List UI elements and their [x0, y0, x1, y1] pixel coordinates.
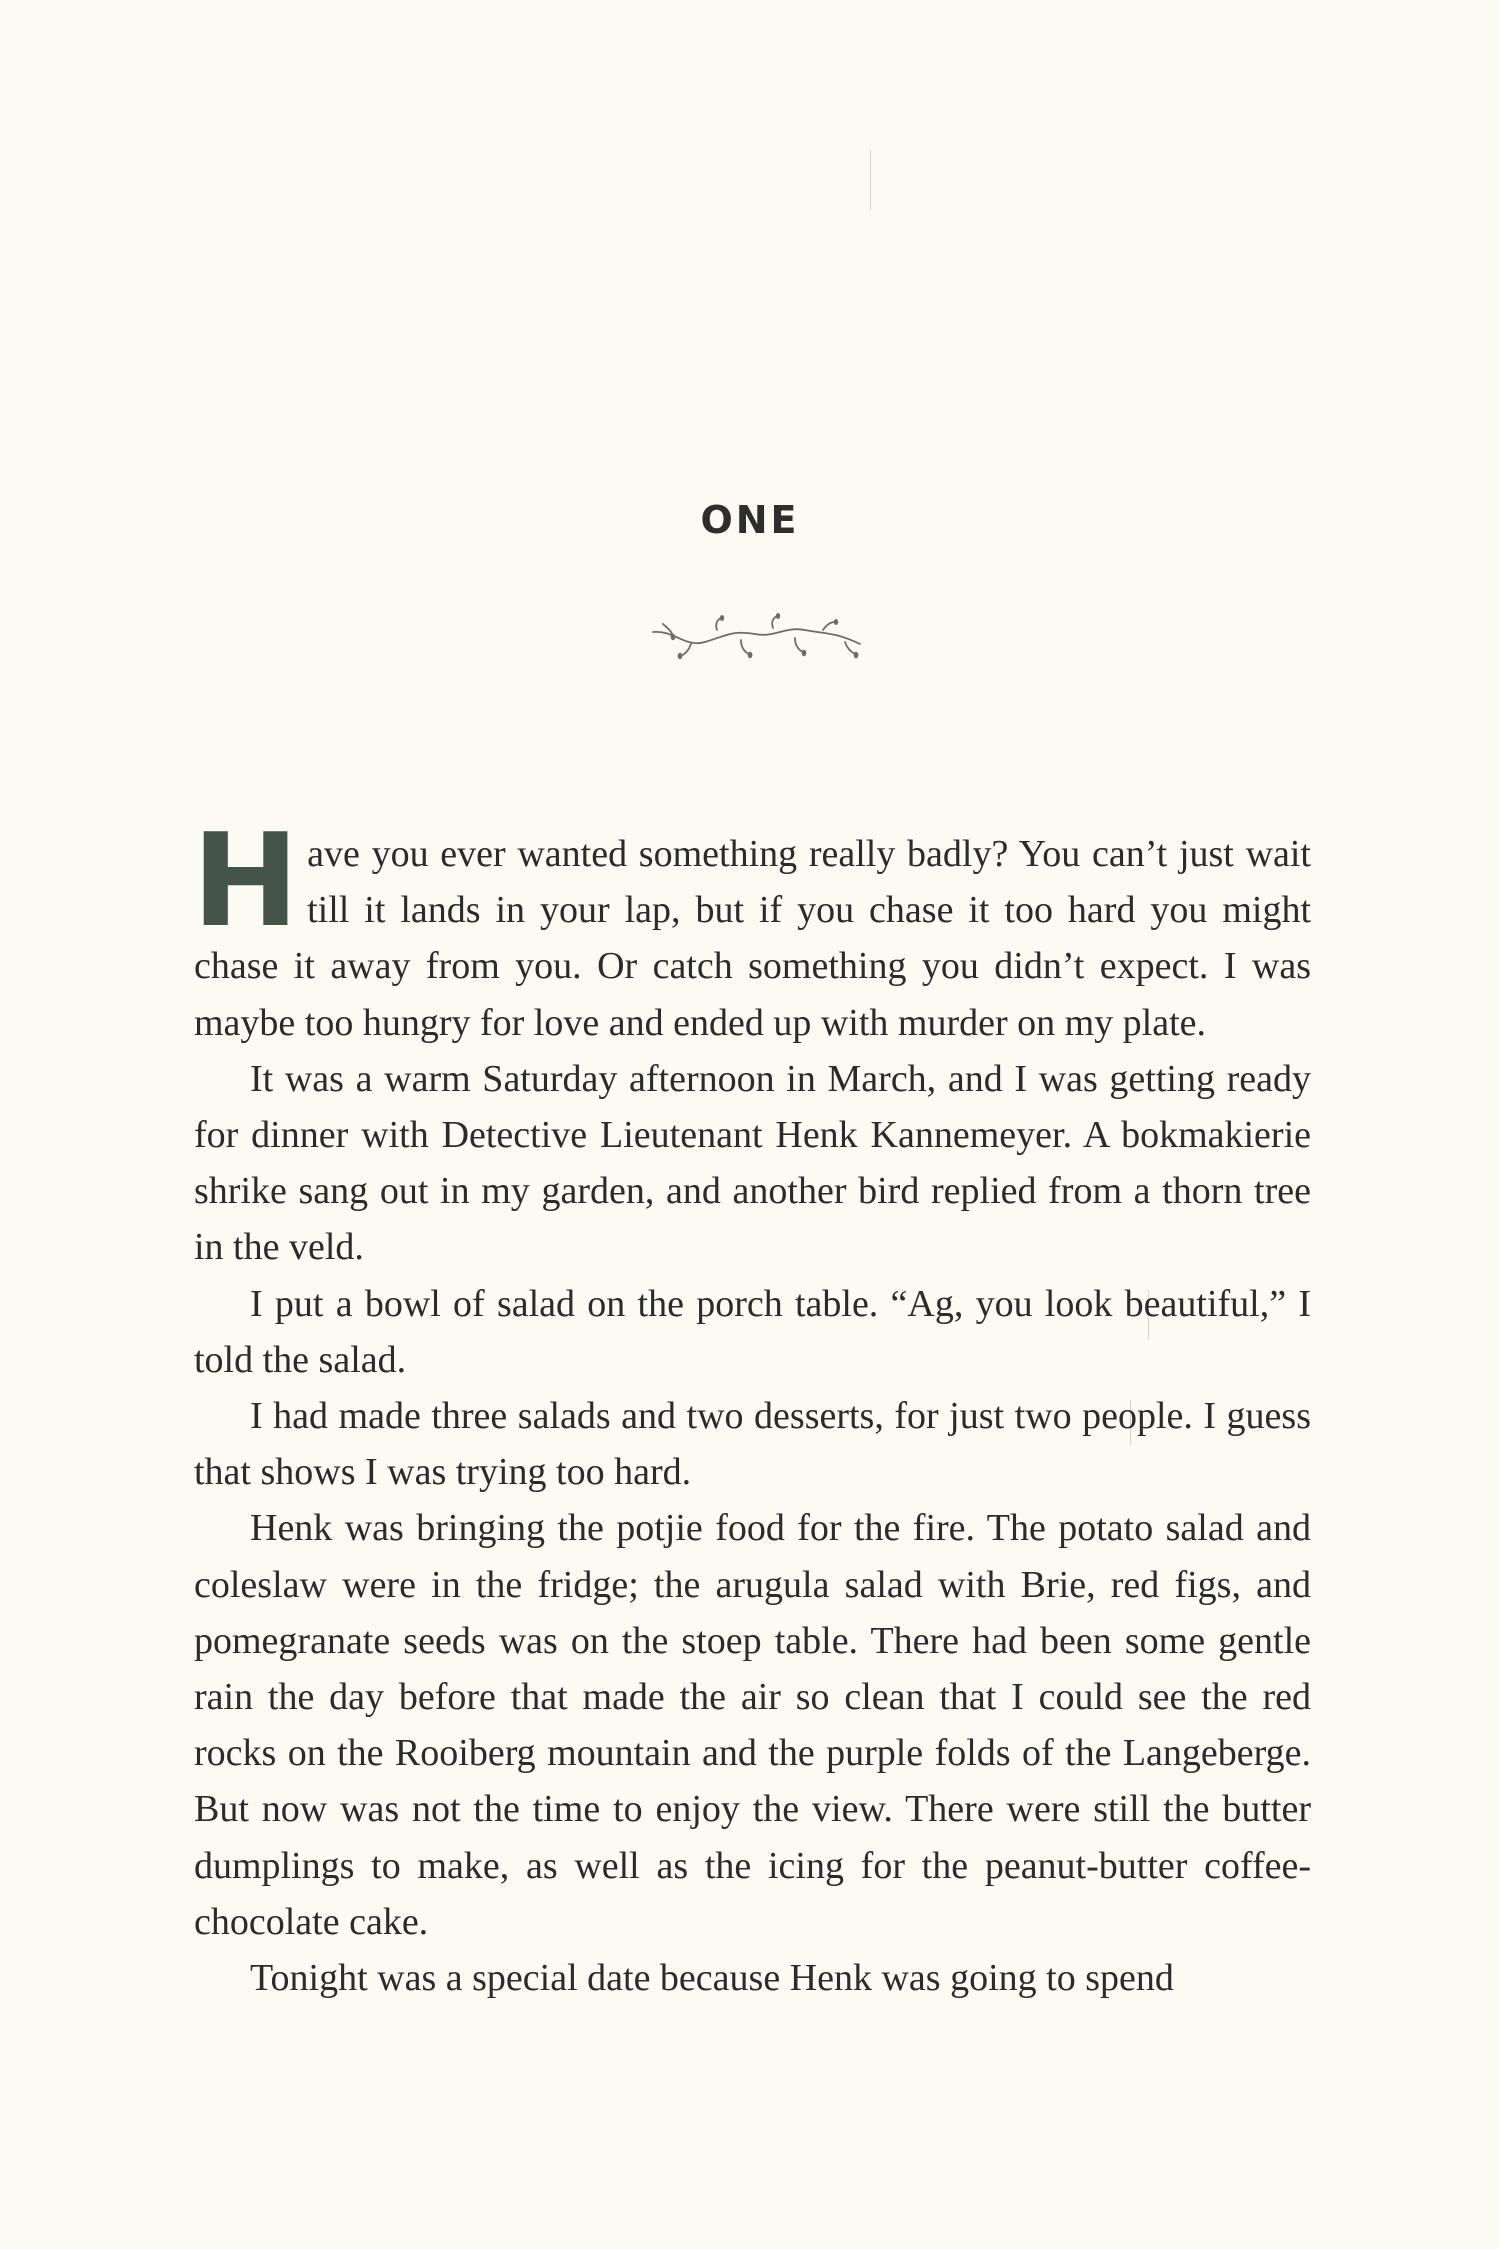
drop-cap: H [192, 807, 300, 956]
scan-mark [870, 150, 871, 210]
chapter-title: ONE [700, 498, 800, 542]
paragraph-text: ave you ever wanted something really badly? You can’t just wait till it lands in your lap, but if you chase it too hard you might chase it away from you. Or catch something you didn’t expect. I was maybe too hungry for love and ended up with murder on my plate. [194, 833, 1311, 1044]
chapter-body [192, 807, 1311, 2006]
paragraph: It was a warm Saturday afternoon in March, and I was getting ready for dinner with Detective Lieutenant Henk Kannemeyer. A bokmakierie shrike sang out in my garden, and another bird replied from a thorn tree in the veld. [194, 1057, 1311, 1269]
paragraph: I had made three salads and two desserts, for just two people. I guess that shows I was trying too hard. [194, 1395, 1311, 1494]
paragraph [192, 807, 1311, 1051]
paragraph: Henk was bringing the potjie food for the fire. The potato salad and coleslaw were in the fridge; the arugula salad with Brie, red figs, and pomegranate seeds was on the stoep table. There had been some gentle rain the day before that made the air so clean that I could see the red rocks on the Rooiberg mountain and the purple folds of the Langeberge. But now was not the time to enjoy the view. There were still the butter dumplings to make, as well as the icing for the peanut-butter coffee-chocolate cake. [194, 1507, 1311, 1943]
vine-ornament-icon [645, 610, 875, 670]
paragraph: Tonight was a special date because Henk was going to spend [250, 1957, 1174, 2000]
paragraph: I put a bowl of salad on the porch table. “Ag, you look beautiful,” I told the salad. [194, 1282, 1311, 1381]
